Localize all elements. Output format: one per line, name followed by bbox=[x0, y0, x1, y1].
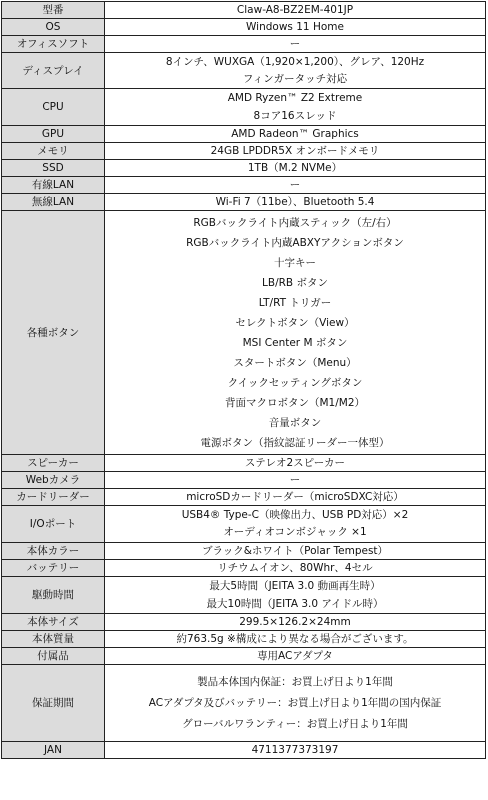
spec-value bbox=[105, 648, 486, 665]
spec-value-line: 電源ボタン（指紋認証リーダー一体型） bbox=[200, 436, 390, 449]
spec-value-line: 299.5×126.2×24mm bbox=[239, 616, 351, 628]
spec-value bbox=[105, 126, 486, 143]
spec-value bbox=[105, 665, 486, 742]
spec-label: 本体サイズ bbox=[2, 614, 105, 631]
spec-value-line: MSI Center M ボタン bbox=[242, 336, 348, 349]
spec-row bbox=[2, 631, 486, 648]
spec-value bbox=[105, 506, 486, 543]
spec-row bbox=[2, 126, 486, 143]
spec-row bbox=[2, 742, 486, 759]
spec-label: GPU bbox=[2, 126, 105, 143]
spec-value bbox=[105, 455, 486, 472]
spec-value-line: ブラック&ホワイト（Polar Tempest） bbox=[201, 545, 389, 557]
spec-label: 付属品 bbox=[2, 648, 105, 665]
spec-row bbox=[2, 455, 486, 472]
spec-row bbox=[2, 194, 486, 211]
spec-value-line: AMD Radeon™ Graphics bbox=[231, 128, 359, 140]
spec-row bbox=[2, 665, 486, 742]
spec-value-line: 製品本体国内保証：お買上げ日より1年間 bbox=[197, 675, 393, 688]
spec-label: カードリーダー bbox=[2, 489, 105, 506]
spec-label: スピーカー bbox=[2, 455, 105, 472]
spec-label: 無線LAN bbox=[2, 194, 105, 211]
spec-value-line: 1TB（M.2 NVMe） bbox=[247, 162, 343, 174]
spec-value bbox=[105, 19, 486, 36]
spec-value bbox=[105, 2, 486, 19]
spec-value bbox=[105, 177, 486, 194]
spec-value-line: セレクトボタン（View） bbox=[235, 316, 355, 329]
spec-value-line: LT/RT トリガー bbox=[258, 296, 332, 309]
spec-label: SSD bbox=[2, 160, 105, 177]
spec-row bbox=[2, 648, 486, 665]
spec-label: 本体カラー bbox=[2, 543, 105, 560]
spec-label: 有線LAN bbox=[2, 177, 105, 194]
spec-row bbox=[2, 160, 486, 177]
spec-value bbox=[105, 631, 486, 648]
spec-label: 保証期間 bbox=[2, 665, 105, 742]
spec-value bbox=[105, 472, 486, 489]
spec-value-line: microSDカードリーダー（microSDXC対応） bbox=[186, 491, 404, 503]
spec-value-line: ー bbox=[289, 474, 301, 486]
spec-value bbox=[105, 53, 486, 89]
spec-row bbox=[2, 560, 486, 577]
spec-row bbox=[2, 53, 486, 89]
spec-value-line: 4711377373197 bbox=[251, 744, 339, 756]
spec-row bbox=[2, 472, 486, 489]
spec-value bbox=[105, 160, 486, 177]
spec-value-line: フィンガータッチ対応 bbox=[242, 72, 348, 85]
spec-value bbox=[105, 543, 486, 560]
spec-value-line: リチウムイオン、80Whr、4セル bbox=[217, 562, 373, 574]
spec-value-line: グローバルワランティー：お買上げ日より1年間 bbox=[182, 717, 408, 730]
spec-value bbox=[105, 560, 486, 577]
spec-value-line: 24GB LPDDR5X オンボードメモリ bbox=[210, 145, 380, 157]
spec-value-line: 十字キー bbox=[274, 256, 316, 269]
spec-row bbox=[2, 89, 486, 126]
spec-label: ディスプレイ bbox=[2, 53, 105, 89]
spec-value bbox=[105, 577, 486, 614]
spec-label: OS bbox=[2, 19, 105, 36]
spec-row bbox=[2, 577, 486, 614]
spec-value-line: Wi-Fi 7（11be）、Bluetooth 5.4 bbox=[215, 196, 375, 208]
spec-value-line: 8コア16スレッド bbox=[253, 110, 337, 122]
spec-value-line: Claw-A8-BZ2EM-401JP bbox=[236, 4, 354, 16]
spec-row bbox=[2, 177, 486, 194]
spec-value-line: 専用ACアダプタ bbox=[257, 650, 333, 662]
spec-label: 駆動時間 bbox=[2, 577, 105, 614]
spec-value-line: 背面マクロボタン（M1/M2） bbox=[224, 396, 366, 409]
spec-label: 本体質量 bbox=[2, 631, 105, 648]
spec-table bbox=[1, 1, 486, 759]
spec-value bbox=[105, 489, 486, 506]
spec-label: 各種ボタン bbox=[2, 211, 105, 455]
spec-row bbox=[2, 489, 486, 506]
spec-label: I/Oポート bbox=[2, 506, 105, 543]
spec-value-line: オーディオコンボジャック ×1 bbox=[223, 526, 367, 538]
spec-value-line: ACアダプタ及びバッテリー：お買上げ日より1年間の国内保証 bbox=[148, 696, 442, 709]
spec-value bbox=[105, 89, 486, 126]
spec-value-line: 最大5時間（JEITA 3.0 動画再生時） bbox=[209, 580, 381, 592]
spec-label: バッテリー bbox=[2, 560, 105, 577]
spec-row bbox=[2, 2, 486, 19]
spec-row bbox=[2, 543, 486, 560]
spec-row bbox=[2, 506, 486, 543]
spec-value-line: ー bbox=[289, 38, 301, 50]
spec-row bbox=[2, 143, 486, 160]
spec-value bbox=[105, 143, 486, 160]
spec-label: Webカメラ bbox=[2, 472, 105, 489]
spec-value bbox=[105, 194, 486, 211]
spec-value-line: 音量ボタン bbox=[268, 416, 322, 429]
spec-value-line: 最大10時間（JEITA 3.0 アイドル時） bbox=[206, 598, 384, 610]
spec-label: 型番 bbox=[2, 2, 105, 19]
spec-value-line: ー bbox=[289, 179, 301, 191]
spec-value bbox=[105, 36, 486, 53]
spec-value-line: AMD Ryzen™ Z2 Extreme bbox=[227, 92, 363, 104]
spec-row bbox=[2, 36, 486, 53]
spec-row bbox=[2, 19, 486, 36]
spec-value bbox=[105, 614, 486, 631]
spec-value bbox=[105, 742, 486, 759]
spec-value-line: ステレオ2スピーカー bbox=[244, 457, 346, 469]
spec-label: メモリ bbox=[2, 143, 105, 160]
spec-label: オフィスソフト bbox=[2, 36, 105, 53]
spec-label: CPU bbox=[2, 89, 105, 126]
spec-label: JAN bbox=[2, 742, 105, 759]
spec-table-body bbox=[2, 2, 486, 759]
spec-value-line: RGBバックライト内蔵スティック（左/右） bbox=[193, 216, 397, 229]
spec-value-line: 約763.5g ※構成により異なる場合がございます。 bbox=[176, 633, 414, 645]
spec-value-line: USB4® Type-C（映像出力、USB PD対応）×2 bbox=[181, 509, 409, 521]
spec-value-line: 8インチ、WUXGA（1,920×1,200）、グレア、120Hz bbox=[165, 55, 425, 68]
spec-value bbox=[105, 211, 486, 455]
spec-value-line: Windows 11 Home bbox=[246, 21, 344, 33]
spec-value-line: RGBバックライト内蔵ABXYアクションボタン bbox=[186, 236, 404, 249]
spec-value-line: クイックセッティングボタン bbox=[227, 376, 363, 389]
spec-value-line: LB/RB ボタン bbox=[262, 276, 328, 289]
spec-row bbox=[2, 614, 486, 631]
spec-value-line: スタートボタン（Menu） bbox=[233, 356, 357, 369]
spec-row bbox=[2, 211, 486, 455]
